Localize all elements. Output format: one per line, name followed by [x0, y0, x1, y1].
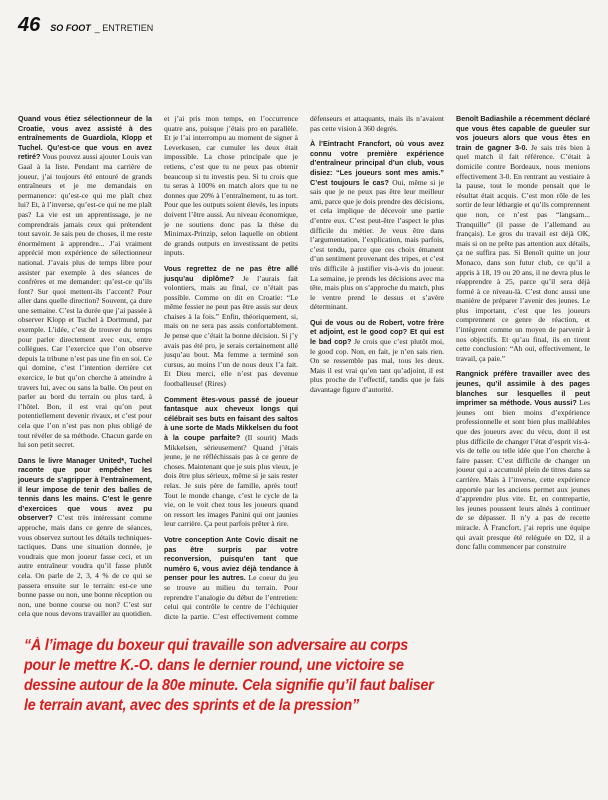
question: Dans le livre Manager United*, Tuchel raconte que pour empêcher les joueurs de s’agripper à l’entraînement, il leur impose de tenir des balles de tennis dans les mains. C’est le genre d’exercices que vous avez pu observer?	[18, 455, 152, 523]
answer: Je sais très bien à quel match il fait référence. C’était à domicile contre Bordeaux, nous menions effectivement 3-0. En rentrant au vestiaire à la pause, tout le monde pensait que le résultat était acquis. C’est mon rôle de les sortir de leur léthargie et qu’ils comprennent que non, ce n’est pas “langsam... Tranquille” (il passe de l’allemand au français). Le gros du travail est déjà OK, mais si on ne prête pas attention aux détails, ça ne suffira pas. Si Benoît quitte un jour Monaco, dans son futur club, ce qu’il a appris à 18, 19 ou 20 ans, il ne devra plus le réapprendre à 25, parce qu’il sera déjà formé à ce niveau-là. C’est donc aussi une manière de préparer l’avenir des jeunes. Le plus important, c’est que les joueurs comprennent ce genre de réaction, et l’intègrent comme un moyen de parvenir à nos objectifs. Et qu’au final, ils en tirent cette conclusion: “Ah oui, effectivement, le travail, ça paie.”	[456, 142, 590, 363]
answer: Vous pouvez aussi ajouter Louis van Gaal à la liste. Pendant ma carrière de joueur, j’ai toujours été entouré de grands entraîneurs et je me demandais en permanence: qu’est-ce qui me plaît chez lui? Et, à l’inverse, qu’est-ce qui ne me plaît pas? La vie est un apprentissage, je ne comprendrais jamais ceux qui prétendent tout savoir. Je sais peu de choses, il me reste énormément à apprendre... J’ai vraiment apprécié mon expérience de sélectionneur national. J’avais plus de temps libre pour assister par exemple à des séances de confrères et me demander: qu’est-ce qu’ils font? Sur quoi mettent-ils l’accent? Pour aller dans quelle direction? Souvent, ça dure une semaine. C’est la durée que j’ai passée à observer Klopp et Tuchel à Dortmund, par exemple. L’idée, c’est de trouver du temps pour parler directement avec eux, entre collègues. Car l’exercice que l’on observe depuis la tribune n’est pas une fin en soi. Ce qui domine, c’est l’intention derrière cet exercice, le but qu’on cherche à atteindre à travers lui, avec ou sans la balle. On peut en parler au bord du terrain ou plus tard, à l’hôtel. Bon, il est vrai qu’on peut potentiellement devenir rivaux, et c’est pour cela que l’on n’est pas non plus obligé de tout révéler de sa méthode. Chacun garde en lui son petit secret.	[18, 152, 152, 450]
answer: (Il sourit) Mads Mikkelsen, sérieusement? Quand j’étais jeune, je ne réfléchissais pas à ce genre de choses. Maintenant que je suis plus vieux, je dois être plus sérieux, même si je sais rester relax. Je suis père de famille, après tout! Tout le monde change, c’est le cycle de la vie, on le voit chez tous les joueurs quand on ressort les images Panini qui ont jaunies leur carrière. Ça peut parfois prêter à rire.	[164, 433, 298, 529]
pull-quote-box	[18, 622, 438, 798]
question: Vous regrettez de ne pas être allé jusqu’au diplôme?	[164, 263, 298, 283]
question: Quand vous étiez sélectionneur de la Croatie, vous avez assisté à des entraînements de Guardiola, Klopp et Tuchel. Qu’est-ce que vous en avez retiré?	[18, 114, 152, 162]
answer: Le coeur du jeu se trouve au milieu du terrain. Pour reprendre l’analogie du début de l’entretien: celui qui contrôle le centre de l’échiquier dicte la partie. C’est effectivement comme	[164, 573, 298, 620]
article-column-2	[164, 114, 298, 620]
answer: Je crois que c’est plutôt moi, le good cop. Non, en fait, je n’en sais rien. On se ressemble pas mal, tous les deux. Mais il est vrai qu’en tant qu’adjoint, il est plus proche de l’effectif, tandis que je fais davantage figure d’autorité.	[310, 337, 444, 395]
answer: C’est très intéressant comme approche, mais dans ce genre de séances, vous observez surtout les détails techniques-tactiques. Dans une situation donnée, je voudrais que mon joueur fasse ceci, et un autre entraîneur voudra qu’il fasse plutôt cela. On parle de 2, 3, 4 % de ce qui se passera ensuite sur le terrain: est-ce une bonne passe ou non, une bonne réception ou non, une bonne course ou non? C’est sur cela que nous devons travailler au quotidien.	[18, 513, 152, 619]
magazine-name: SO FOOT	[50, 23, 91, 33]
page-number: 46	[18, 14, 41, 36]
page-header	[18, 14, 153, 38]
answer: Les jeunes ont bien moins d’expérience professionnelle et sont bien plus malléables que des joueurs avec du vécu, dont il est plus difficile de changer l’état d’esprit vis-à-vis de telle ou telle idée que l’on cherche à faire passer. C’est difficile de changer un joueur qui a accumulé plein de titres dans sa carrière. Mais à l’inverse, cette expérience apportée par les anciens permet aux jeunes d’apprendre plus vite. Et, en contrepartie, les jeunes poussent leurs aînés à continuer de se dépasser. Il n’y a pas de recette miracle. À Francfort, j’ai repris une équipe qui avait presque été reléguée en D2, il a donc fallu commencer par construire	[456, 398, 590, 552]
answer-continued: défenseurs et attaquants, mais ils n’avaient pas cette vision à 360 degrés.	[310, 114, 444, 133]
answer: Je l’aurais fait volontiers, mais au final, ce n’était pas possible. Comme on dit en Croatie: “Le même fessier ne peut pas être assis sur deux chaises à la fois.” Enfin, théoriquement, si, mais on ne sera pas assis confortablement. Je pense que c’était la bonne décision. Si j’y avais pas été pro, je serais certainement allé jusqu’au bout. Ma femme a terminé son cursus, au moins l’un de nous deux l’a fait. Et Dieu merci, elle n’est pas devenue footballeuse! (Rires)	[164, 273, 298, 389]
rubric-label: _ ENTRETIEN	[94, 23, 154, 33]
question: Rangnick préfère travailler avec des jeunes, qu’il assimile à des pages blanches sur lesquelles il peut imprimer sa méthode. Vous aussi?	[456, 369, 590, 408]
pull-quote: “À l’image du boxeur qui travaille son adversaire au corps pour le mettre K.-O. dans le dernier round, une victoire se dessine autour de la 80e minute. Cela signifie qu’il faut baliser le terrain avant, avec des sprints et de la pression”	[24, 637, 434, 714]
answer: Oui, même si je sais que je ne peux pas être leur meilleur ami, parce que je dois prendre des décisions, et cela implique de décevoir une partie d’entre eux. C’est peut-être l’aspect le plus difficile du métier. Je veux être dans l’argumentation, l’explication, mais parfois, c’est tendu, parce que ces choix émanent d’un sentiment provenant des tripes, et c’est très difficile à justifier vis-à-vis du joueur. La semaine, je prends les décisions avec ma tête, mais plus on s’approche du match, plus le ventre prend le dessus et s’avère déterminant.	[310, 177, 444, 312]
article-column-1	[18, 114, 152, 620]
question: Qui de vous ou de Robert, votre frère et adjoint, est le good cop? Et qui est le bad cop?	[310, 317, 444, 347]
answer-continued: et j’ai pris mon temps, en l’occurrence quatre ans, puisque j’étais pro en parallèle. Et je l’ai interrompu au moment de signer à Leverkusen, car cumuler les deux était impossible. La chose principale que je retiens, c’est que tu ne peux pas obtenir beaucoup si tu investis peu. Si tu crois que tu seras à 100% en match alors que tu ne donnes que 20% à l’entraînement, tu as tort. Pour que les outputs soient élevés, les inputs doivent l’être aussi. Au niveau économique, je ne soutiens donc pas la thèse du Minimax-Prinzip, selon laquelle on obtient de grands outputs en investissant de petits inputs.	[164, 114, 298, 258]
question: Votre conception Ante Covic disait ne pas être surpris par votre reconversion, puisqu’en tant que numéro 6, vous aviez déjà tendance à penser pour les autres.	[164, 534, 298, 583]
article-column-4	[456, 114, 590, 798]
question: Benoît Badiashile a récemment déclaré que vous êtes capable de gueuler sur vos joueurs alors que vous êtes en train de gagner 3-0.	[456, 114, 590, 152]
question: Comment êtes-vous passé de joueur fantasque aux cheveux longs qui célébrait ses buts en faisant des saltos à une sorte de Mads Mikkelsen du foot à la coupe parfaite?	[164, 394, 298, 442]
question: À l’Eintracht Francfort, où vous avez connu votre première expérience d’entraîneur principal d’un club, vous disiez: “Les joueurs sont mes amis.” C’est toujours le cas?	[310, 139, 444, 187]
